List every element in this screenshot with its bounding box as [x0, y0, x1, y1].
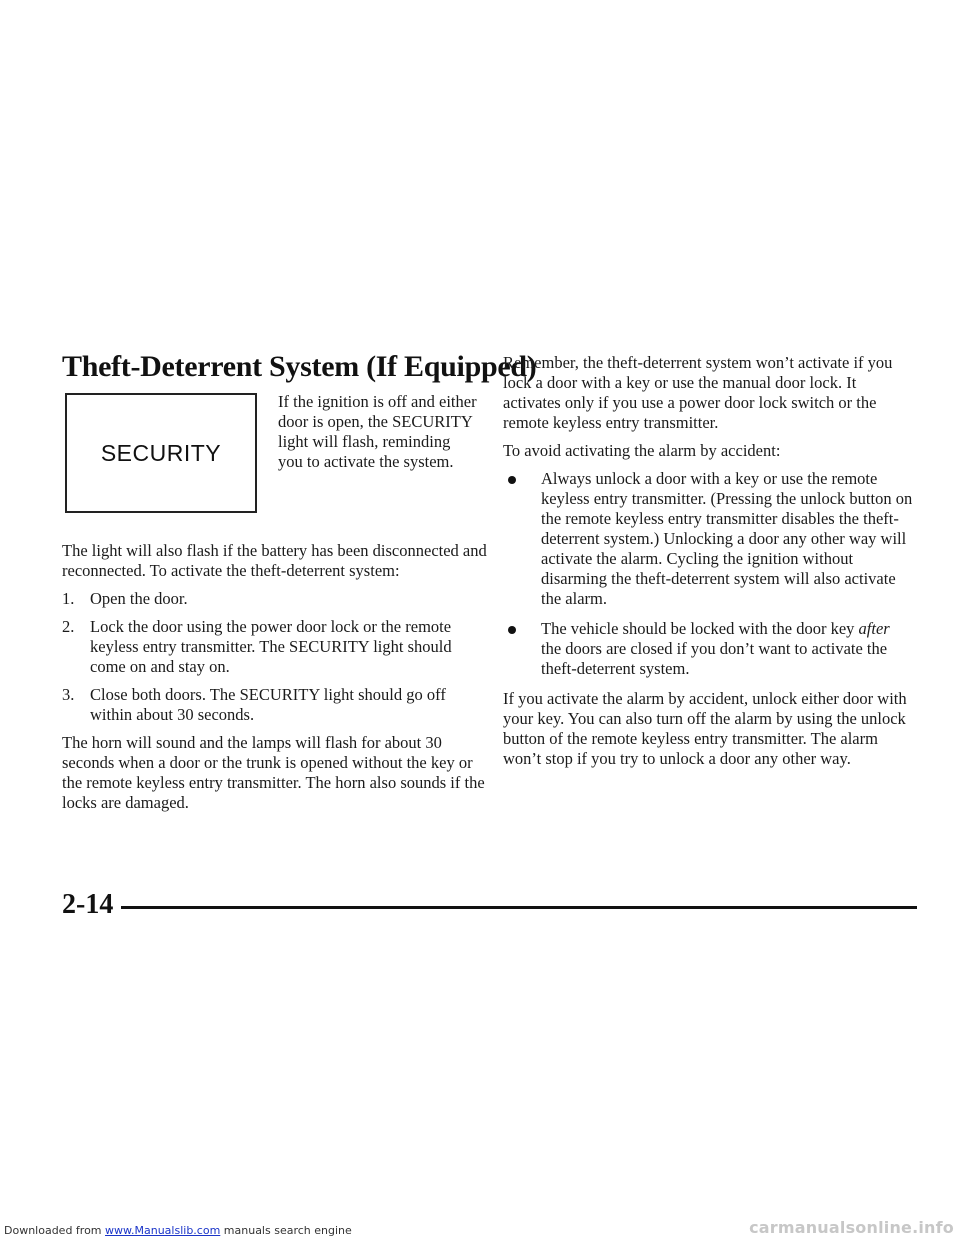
- bullet-text: Always unlock a door with a key or use the remote keyless entry transmitter. (Pressing the unlock button on the remote keyless entry transmitter disables the theft-deterrent system.) Unlocking a door any other way will activate the alarm. Cycling the ignition without disarming the theft-deterrent system will also activate the alarm.: [541, 469, 913, 608]
- footer-rule: [121, 906, 917, 909]
- watermark: carmanualsonline.info: [749, 1218, 954, 1237]
- bullet-icon: [508, 626, 516, 634]
- security-indicator-illustration: [65, 393, 257, 513]
- step-text: Lock the door using the power door lock or the remote keyless entry transmitter. The SECURITY light should come on and stay on.: [90, 617, 452, 676]
- remember-paragraph: Remember, the theft-deterrent system won’t activate if you lock a door with a key or use the manual door lock. It activates only if you use a power door lock switch or the remote keyless entry transmitter.: [503, 353, 893, 432]
- avoid-alarm-intro: To avoid activating the alarm by accident:: [503, 441, 781, 460]
- activation-step: [62, 617, 487, 677]
- bullet-icon: [508, 476, 516, 484]
- indicator-caption-text: If the ignition is off and either door is open, the SECURITY light will flash, reminding you to activate the system.: [278, 392, 477, 471]
- step-number: 1.: [62, 589, 75, 608]
- activation-steps: [62, 589, 487, 725]
- left-column: [62, 541, 487, 821]
- bullet-text-before: The vehicle should be locked with the door key: [541, 619, 859, 638]
- activation-intro: The light will also flash if the battery has been disconnected and reconnected. To activate the theft-deterrent system:: [62, 541, 487, 580]
- download-note-suffix: manuals search engine: [220, 1224, 352, 1237]
- section-heading: Theft-Deterrent System (If Equipped): [62, 350, 537, 383]
- download-note-prefix: Downloaded from: [4, 1224, 106, 1237]
- right-column: [503, 353, 913, 777]
- page-number: 2-14: [62, 889, 114, 920]
- step-number: 2.: [62, 617, 75, 636]
- horn-note: The horn will sound and the lamps will flash for about 30 seconds when a door or the trunk is opened without the key or the remote keyless entry transmitter. The horn also sounds if the locks are damaged.: [62, 733, 485, 812]
- step-number: 3.: [62, 685, 75, 704]
- step-text: Open the door.: [90, 589, 188, 608]
- bullet-item: [503, 619, 913, 679]
- bullet-item: [503, 469, 913, 609]
- activation-step: [62, 685, 487, 725]
- security-indicator-label: SECURITY: [100, 439, 222, 466]
- bullet-emphasis: after: [858, 619, 890, 638]
- step-text: Close both doors. The SECURITY light should go off within about 30 seconds.: [90, 685, 446, 724]
- manualslib-link[interactable]: www.Manualslib.com: [105, 1224, 221, 1237]
- indicator-caption: [278, 392, 478, 472]
- accidental-activation-paragraph: If you activate the alarm by accident, unlock either door with your key. You can also turn off the alarm by using the unlock button of the remote keyless entry transmitter. The alarm won’t stop if you try to unlock a door any other way.: [503, 689, 907, 768]
- avoid-alarm-list: [503, 469, 913, 679]
- page-footer: [62, 885, 917, 925]
- download-note: [4, 1224, 352, 1237]
- activation-step: [62, 589, 487, 609]
- bullet-text-after: the doors are closed if you don’t want to activate the theft-deterrent system.: [541, 639, 888, 678]
